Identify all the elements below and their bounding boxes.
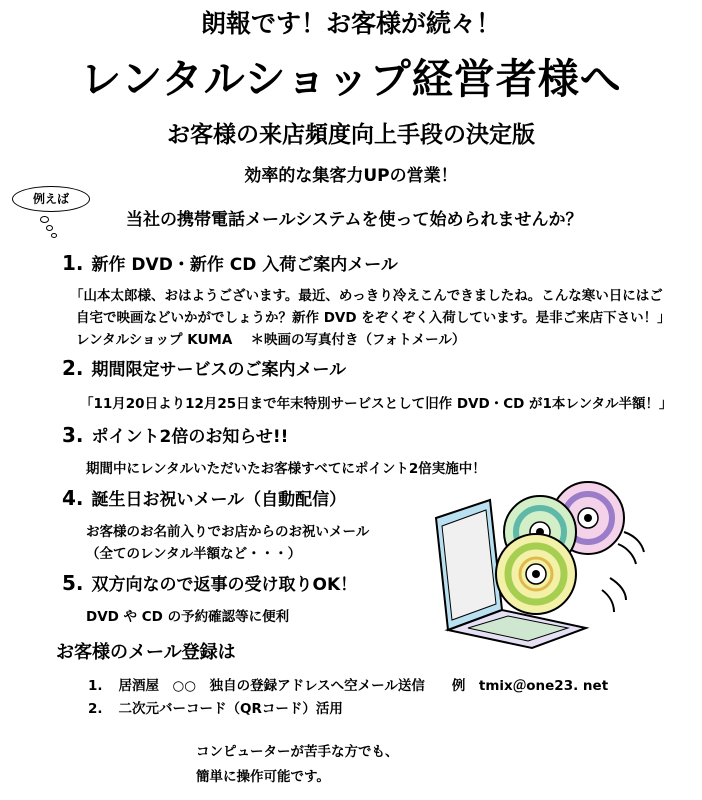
registration-heading: お客様のメール登録は (56, 642, 236, 663)
headline-tagline: 効率的な集客力UPの営業！ (244, 166, 458, 186)
section-title: ポイント2倍のお知らせ!! (91, 427, 289, 447)
section-number: 3. (62, 423, 84, 447)
section-number: 5. (62, 571, 84, 595)
example-speech-bubble (12, 186, 90, 212)
section-4-heading (62, 485, 346, 510)
example-bubble-label: 例えば (32, 192, 69, 206)
registration-item-text: 居酒屋 ○○ 独自の登録アドレスへ空メール送信 例 tmix＠one23. net (118, 678, 609, 694)
footer-line: 簡単に操作可能です。 (196, 769, 330, 785)
intro-question: 当社の携帯電話メールシステムを使って始められませんか？ (126, 210, 583, 230)
registration-item-number: 1. (88, 678, 103, 694)
section-1-heading (62, 250, 398, 275)
bubble-dot-icon (46, 225, 53, 231)
bubble-dot-icon (40, 216, 49, 223)
section-1-line: レンタルショップ KUMA ＊映画の写真付き（フォトメール） (76, 332, 466, 348)
headline-main-title: レンタルショップ経営者様へ (80, 55, 622, 103)
section-title: 誕生日お祝いメール（自動配信） (91, 490, 347, 510)
section-title: 新作 DVD・新作 CD 入荷ご案内メール (91, 255, 398, 275)
section-number: 1. (62, 251, 84, 275)
bubble-dot-icon (51, 233, 57, 238)
section-4-line: （全てのレンタル半額など・・・） (86, 546, 302, 562)
section-3-heading (62, 422, 288, 447)
section-4-line: お客様のお名前入りでお店からのお祝いメール (86, 524, 370, 540)
section-1-line: 「山本太郎様、おはようございます。最近、めっきり冷えこんできましたね。こんな寒い日にはご (70, 288, 663, 304)
section-1-line: 自宅で映画などいかがでしょうか？新作 DVD をぞくぞく入荷しています。是非ご来店下さい！」 (76, 310, 671, 326)
registration-item-text: 二次元バーコード（QRコード）活用 (118, 701, 343, 717)
section-title: 双方向なので返事の受け取りOK！ (91, 575, 358, 595)
section-5-heading (62, 570, 357, 595)
section-number: 4. (62, 486, 84, 510)
section-5-line: DVD や CD の予約確認等に便利 (86, 609, 290, 625)
section-3-line: 期間中にレンタルいただいたお客様すべてにポイント2倍実施中！ (86, 461, 486, 477)
headline-subtitle: お客様の来店頻度向上手段の決定版 (167, 122, 535, 148)
dvd-case-discs-icon (428, 478, 650, 650)
headline-announcement: 朗報です！お客様が続々！ (200, 9, 501, 38)
section-number: 2. (62, 356, 84, 380)
footer-line: コンピューターが苦手な方でも、 (196, 744, 399, 760)
section-2-line: 「11月20日より12月25日まで年末特別サービスとして旧作 DVD・CD が1本レンタル半額！」 (80, 396, 673, 412)
registration-item (88, 674, 608, 694)
registration-item-number: 2. (88, 701, 103, 717)
section-title: 期間限定サービスのご案内メール (91, 360, 347, 380)
section-2-heading (62, 355, 346, 380)
registration-item (88, 697, 343, 717)
